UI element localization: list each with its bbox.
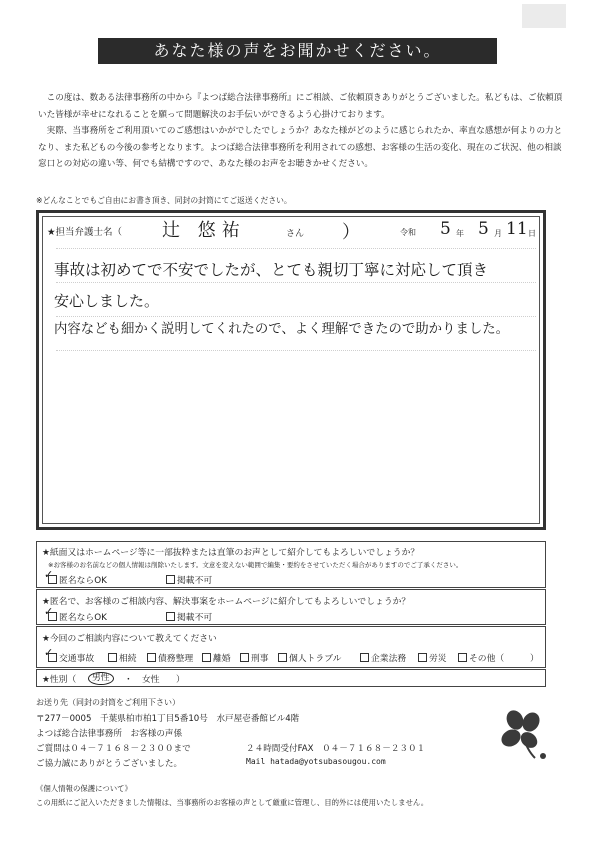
option-anonymous-ok-2[interactable] — [48, 610, 107, 623]
date-year: 5 — [440, 219, 451, 239]
option-other-close: ） — [530, 654, 539, 664]
gender-separator: ・ — [124, 675, 133, 685]
intro-text — [38, 90, 566, 173]
date-day-unit: 日 — [528, 229, 536, 238]
instruction-note: ※どんなことでもご自由にお書き頂き、同封の封筒にてご返送ください。 — [36, 196, 292, 205]
option-personal-trouble[interactable] — [278, 651, 341, 664]
option-traffic-accident[interactable] — [48, 651, 94, 664]
option-labor-accident[interactable] — [418, 651, 447, 664]
check-mark-icon: ✓ — [44, 568, 54, 581]
checkbox[interactable] — [147, 653, 156, 662]
check-mark-icon: ✓ — [44, 646, 54, 659]
staff-honorific: さん — [286, 229, 305, 239]
option-criminal[interactable] — [240, 651, 269, 664]
option-label: その他（ — [469, 654, 505, 664]
option-label: 企業法務 — [371, 654, 407, 664]
date-month: 5 — [478, 219, 489, 239]
question-publish-note: ※お客様のお名前などの個人情報は削除いたします。文意を変えない範囲で編集・要約をさせていただく場合がありますのでご了承ください。 — [48, 561, 463, 569]
option-label: 刑事 — [251, 654, 269, 664]
option-debt[interactable] — [147, 651, 193, 664]
postal-address: 〒277－0005 千葉県柏市柏1丁目5番10号 水戸屋壱番館ビル4階 — [36, 714, 300, 724]
privacy-title: 《個人情報の保護について》 — [36, 784, 132, 793]
checkbox[interactable] — [360, 653, 369, 662]
option-label: 離婚 — [213, 654, 231, 664]
option-divorce[interactable] — [202, 651, 231, 664]
checkbox[interactable] — [166, 575, 175, 584]
date-month-unit: 月 — [494, 229, 502, 238]
option-label: 労災 — [429, 654, 447, 664]
checkbox[interactable] — [458, 653, 467, 662]
fax-number: ２４時間受付FAX ０４－７１６８－２３０１ — [246, 744, 426, 754]
option-label: 相続 — [119, 654, 137, 664]
date-era: 令和 — [400, 228, 416, 237]
option-not-allowed[interactable] — [166, 573, 212, 586]
checkbox[interactable] — [166, 612, 175, 621]
option-label: 匿名ならOK — [59, 576, 107, 586]
address-heading: お送り先（同封の封筒をご利用下さい） — [36, 698, 180, 707]
option-label: 掲載不可 — [177, 576, 213, 586]
thanks-text: ご協力誠にありがとうございました。 — [36, 759, 183, 769]
gender-female[interactable]: 女性 — [142, 675, 160, 685]
corner-stamp — [522, 4, 566, 28]
page-title: あなた様の声をお聞かせください。 — [98, 38, 497, 64]
date-year-unit: 年 — [456, 229, 464, 238]
ruled-line — [56, 350, 536, 351]
feedback-line-3: 内容なども細かく説明してくれたので、よく理解できたので助かりました。 — [54, 322, 510, 337]
option-label: 債務整理 — [158, 654, 194, 664]
checkbox[interactable] — [108, 653, 117, 662]
option-label: 個人トラブル — [289, 654, 342, 664]
checkbox[interactable] — [202, 653, 211, 662]
question-publish: ★紙面又はホームページ等に一部抜粋または直筆のお声として紹介してもよろしいでしょうか？ — [42, 548, 420, 558]
question-anonymous: ★匿名で、お客様のご相談内容、解決事案をホームページに紹介してもよろしいでしょうか？ — [42, 597, 411, 607]
privacy-text: この用紙にご記入いただきました情報は、当事務所のお客様の声として厳重に管理し、目的外には使用いたしません。 — [36, 798, 429, 807]
staff-name-handwritten: 辻 悠祐 — [162, 220, 246, 241]
option-anonymous-ok[interactable] — [48, 573, 107, 586]
intro-paragraph-2: 実際、当事務所をご利用頂いてのご感想はいかがでしたでしょうか？あなた様がどのように感じられたか、率直な感想が何よりの力となり、また私どもの今後の参考となります。よつば総合法律事務所を利用されての感想、お客様の生活の変化、現在のご状況、他の相談窓口との対応の違い等、何でも結構ですので、あなた様のお声をお聴きかせください。 — [38, 126, 563, 169]
option-label: 掲載不可 — [177, 613, 213, 623]
mail-address[interactable]: Mail hatada@yotsubasougou.com — [246, 757, 386, 766]
gender-label: ★性別（ — [42, 675, 77, 685]
intro-paragraph-1: この度は、数ある法律事務所の中から『よつば総合法律事務所』にご相談、ご依頼頂きありがとうございました。私どもは、ご依頼頂いた皆様が幸せになれることを願って問題解決のお手伝いができるよう心掛けております。 — [38, 93, 563, 120]
gender-male[interactable]: 男性 — [88, 672, 114, 685]
option-not-allowed-2[interactable] — [166, 610, 212, 623]
checkbox[interactable] — [278, 653, 287, 662]
feedback-line-2: 安心しました。 — [54, 292, 160, 310]
clover-logo-icon — [493, 706, 553, 762]
date-day: 11 — [506, 219, 528, 239]
check-mark-icon: ✓ — [44, 605, 54, 618]
gender-close: ） — [176, 675, 185, 685]
office-name: よつば総合法律事務所 お客様の声係 — [36, 729, 183, 739]
option-label: 匿名ならOK — [59, 613, 107, 623]
checkbox[interactable] — [240, 653, 249, 662]
option-inheritance[interactable] — [108, 651, 137, 664]
feedback-line-1: 事故は初めてで不安でしたが、とても親切丁寧に対応して頂き — [54, 261, 489, 279]
option-corporate[interactable] — [360, 651, 406, 664]
checkbox[interactable] — [418, 653, 427, 662]
inquiry-phone: ご質問は０４－７１６８－２３００まで — [36, 744, 191, 754]
option-other[interactable] — [458, 651, 504, 664]
ruled-line — [56, 282, 536, 283]
staff-label: ★担当弁護士名（ — [47, 227, 123, 238]
ruled-line — [56, 316, 536, 317]
staff-paren-close: ） — [342, 222, 360, 243]
option-label: 交通事故 — [59, 654, 95, 664]
question-category: ★今回のご相談内容について教えてください — [42, 634, 217, 644]
ruled-line — [56, 248, 536, 249]
